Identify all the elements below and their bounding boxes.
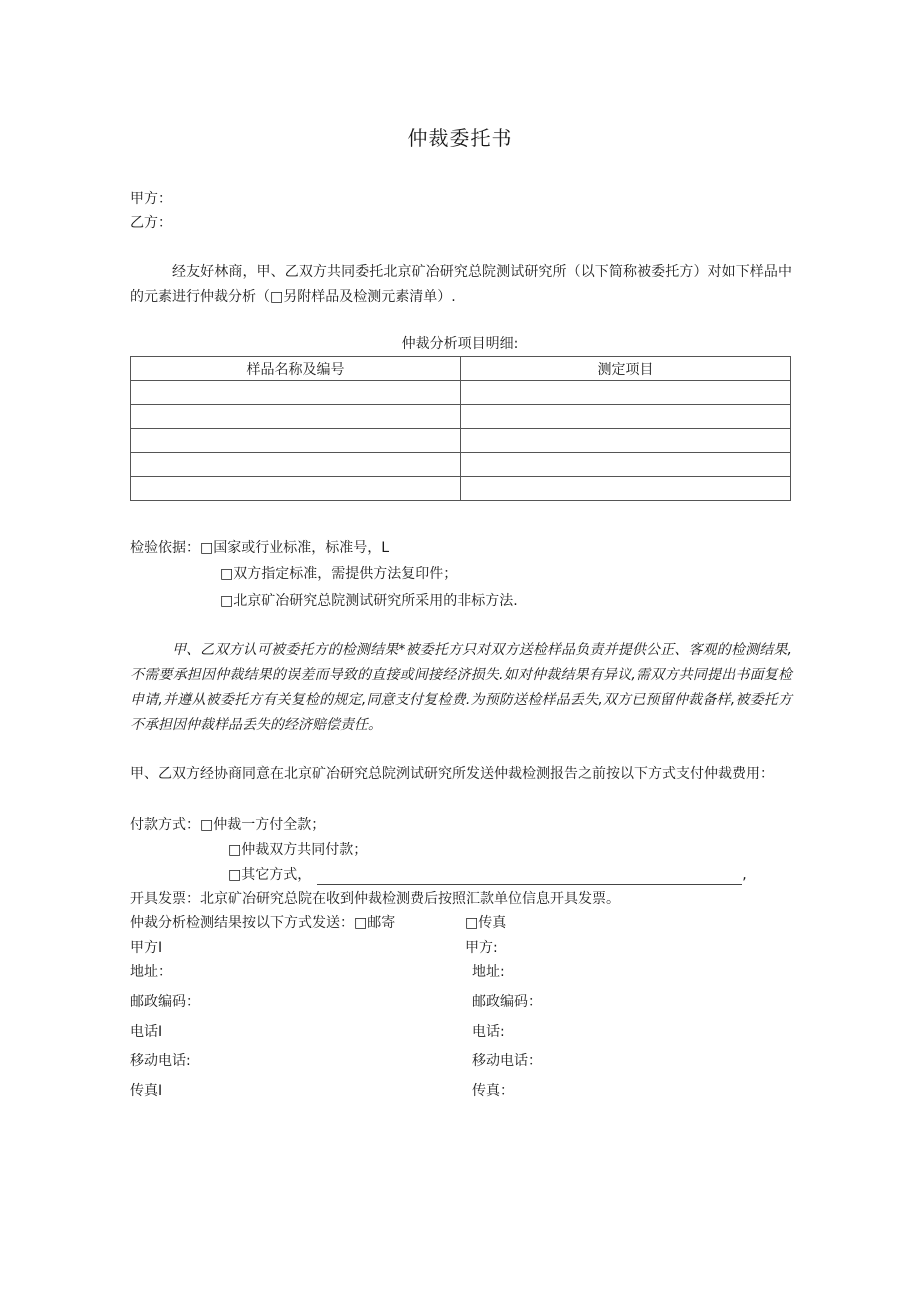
right-phone-label: 电话: (472, 1024, 505, 1040)
delivery-option-mail[interactable]: □邮寄 (354, 915, 396, 931)
table-cell[interactable] (461, 381, 791, 405)
left-fax-label: 传真I (130, 1083, 163, 1099)
table-header-row (131, 357, 791, 381)
table-caption: 仲裁分析项目明细: (401, 336, 519, 352)
left-phone-label: 电话I (130, 1024, 163, 1040)
other-method-blank[interactable] (317, 867, 742, 885)
table-row (131, 453, 791, 477)
table-cell[interactable] (131, 405, 461, 429)
payment-option-both-parties[interactable]: □仲裁双方共同付款； (228, 842, 368, 858)
table-cell[interactable] (461, 477, 791, 501)
delivery-label: 仲裁分析检测结果按以下方式发送： (130, 915, 354, 931)
delivery-line (130, 913, 395, 933)
right-address-label: 地址: (472, 964, 505, 980)
table-cell[interactable] (131, 453, 461, 477)
table-row (131, 477, 791, 501)
right-fax-label: 传真： (472, 1083, 514, 1099)
payment-option-one-party[interactable]: □仲裁一方付全款； (200, 817, 326, 833)
table-cell[interactable] (461, 453, 791, 477)
basis-option-nonstandard-method[interactable]: □北京矿冶研究总院测试研究所采用的非标方法. (220, 593, 518, 609)
basis-line (130, 538, 389, 558)
table-row (131, 381, 791, 405)
table-row (131, 405, 791, 429)
table-cell[interactable] (131, 477, 461, 501)
right-party-label: 甲方: (465, 940, 498, 956)
table-row (131, 429, 791, 453)
party-a-label: 甲方： (130, 191, 172, 207)
payment-option-other-label[interactable]: □其它方式， (228, 867, 312, 883)
basis-label: 检验依据： (130, 540, 200, 556)
table-cell[interactable] (461, 429, 791, 453)
left-mobile-label: 移动电话: (130, 1053, 191, 1069)
table-cell[interactable] (131, 381, 461, 405)
payment-label: 付款方式： (130, 817, 200, 833)
left-address-label: 地址： (130, 964, 172, 980)
table-cell[interactable] (461, 405, 791, 429)
agreement-paragraph: 甲、乙双方认可被委托方的检测结果*被委托方只对双方送检样品负责并提供公正、客观的检测结果,不需要承担因仲裁结果的误差而导致的直接或间接经济损失.如对仲裁结果有异议,需双方共同提出书面复检申请,并遵从被委托方有关复检的规定,同意支付复检费.为预防送检样品丢失,双方已预留仲裁备样,被委托方不承担因仲裁样品丢失的经济赔偿责任。 (130, 642, 792, 733)
payment-other-end: , (742, 867, 747, 883)
header-test-items: 测定项目 (461, 357, 791, 381)
left-postcode-label: 邮政编码： (130, 994, 200, 1010)
invoice-line: 开具发票：北京矿冶研究总院在收到仲裁检测费后按照汇款单位信息开具发票。 (130, 891, 620, 907)
right-postcode-label: 邮政编码： (472, 994, 542, 1010)
items-table (130, 356, 791, 501)
delivery-option-fax[interactable]: □传真 (465, 915, 507, 931)
right-mobile-label: 移动电话： (472, 1053, 542, 1069)
header-sample-name: 样品名称及编号 (131, 357, 461, 381)
left-party-label: 甲方I (130, 940, 163, 956)
basis-option-national-standard[interactable]: □国家或行业标准，标准号，L (200, 540, 390, 556)
table-cell[interactable] (131, 429, 461, 453)
payment-intro: 甲、乙双方经协商同意在北京矿冶研究总院洌试研究所发送仲裁检测报告之前按以下方式支付仲裁费用： (130, 766, 774, 782)
payment-option-other (228, 865, 747, 885)
page-title: 仲裁委托书 (407, 126, 513, 150)
party-b-label: 乙方： (130, 215, 172, 231)
basis-option-agreed-standard[interactable]: □双方指定标准，需提供方法复印件； (220, 566, 458, 582)
payment-line (130, 815, 325, 835)
intro-paragraph: 经友好林商，甲、乙双方共同委托北京矿冶研究总院测试研究所（以下简称被委托方）对如下样品中的元素进行仲裁分析（□另附样品及检测元素清单）. (130, 264, 792, 305)
